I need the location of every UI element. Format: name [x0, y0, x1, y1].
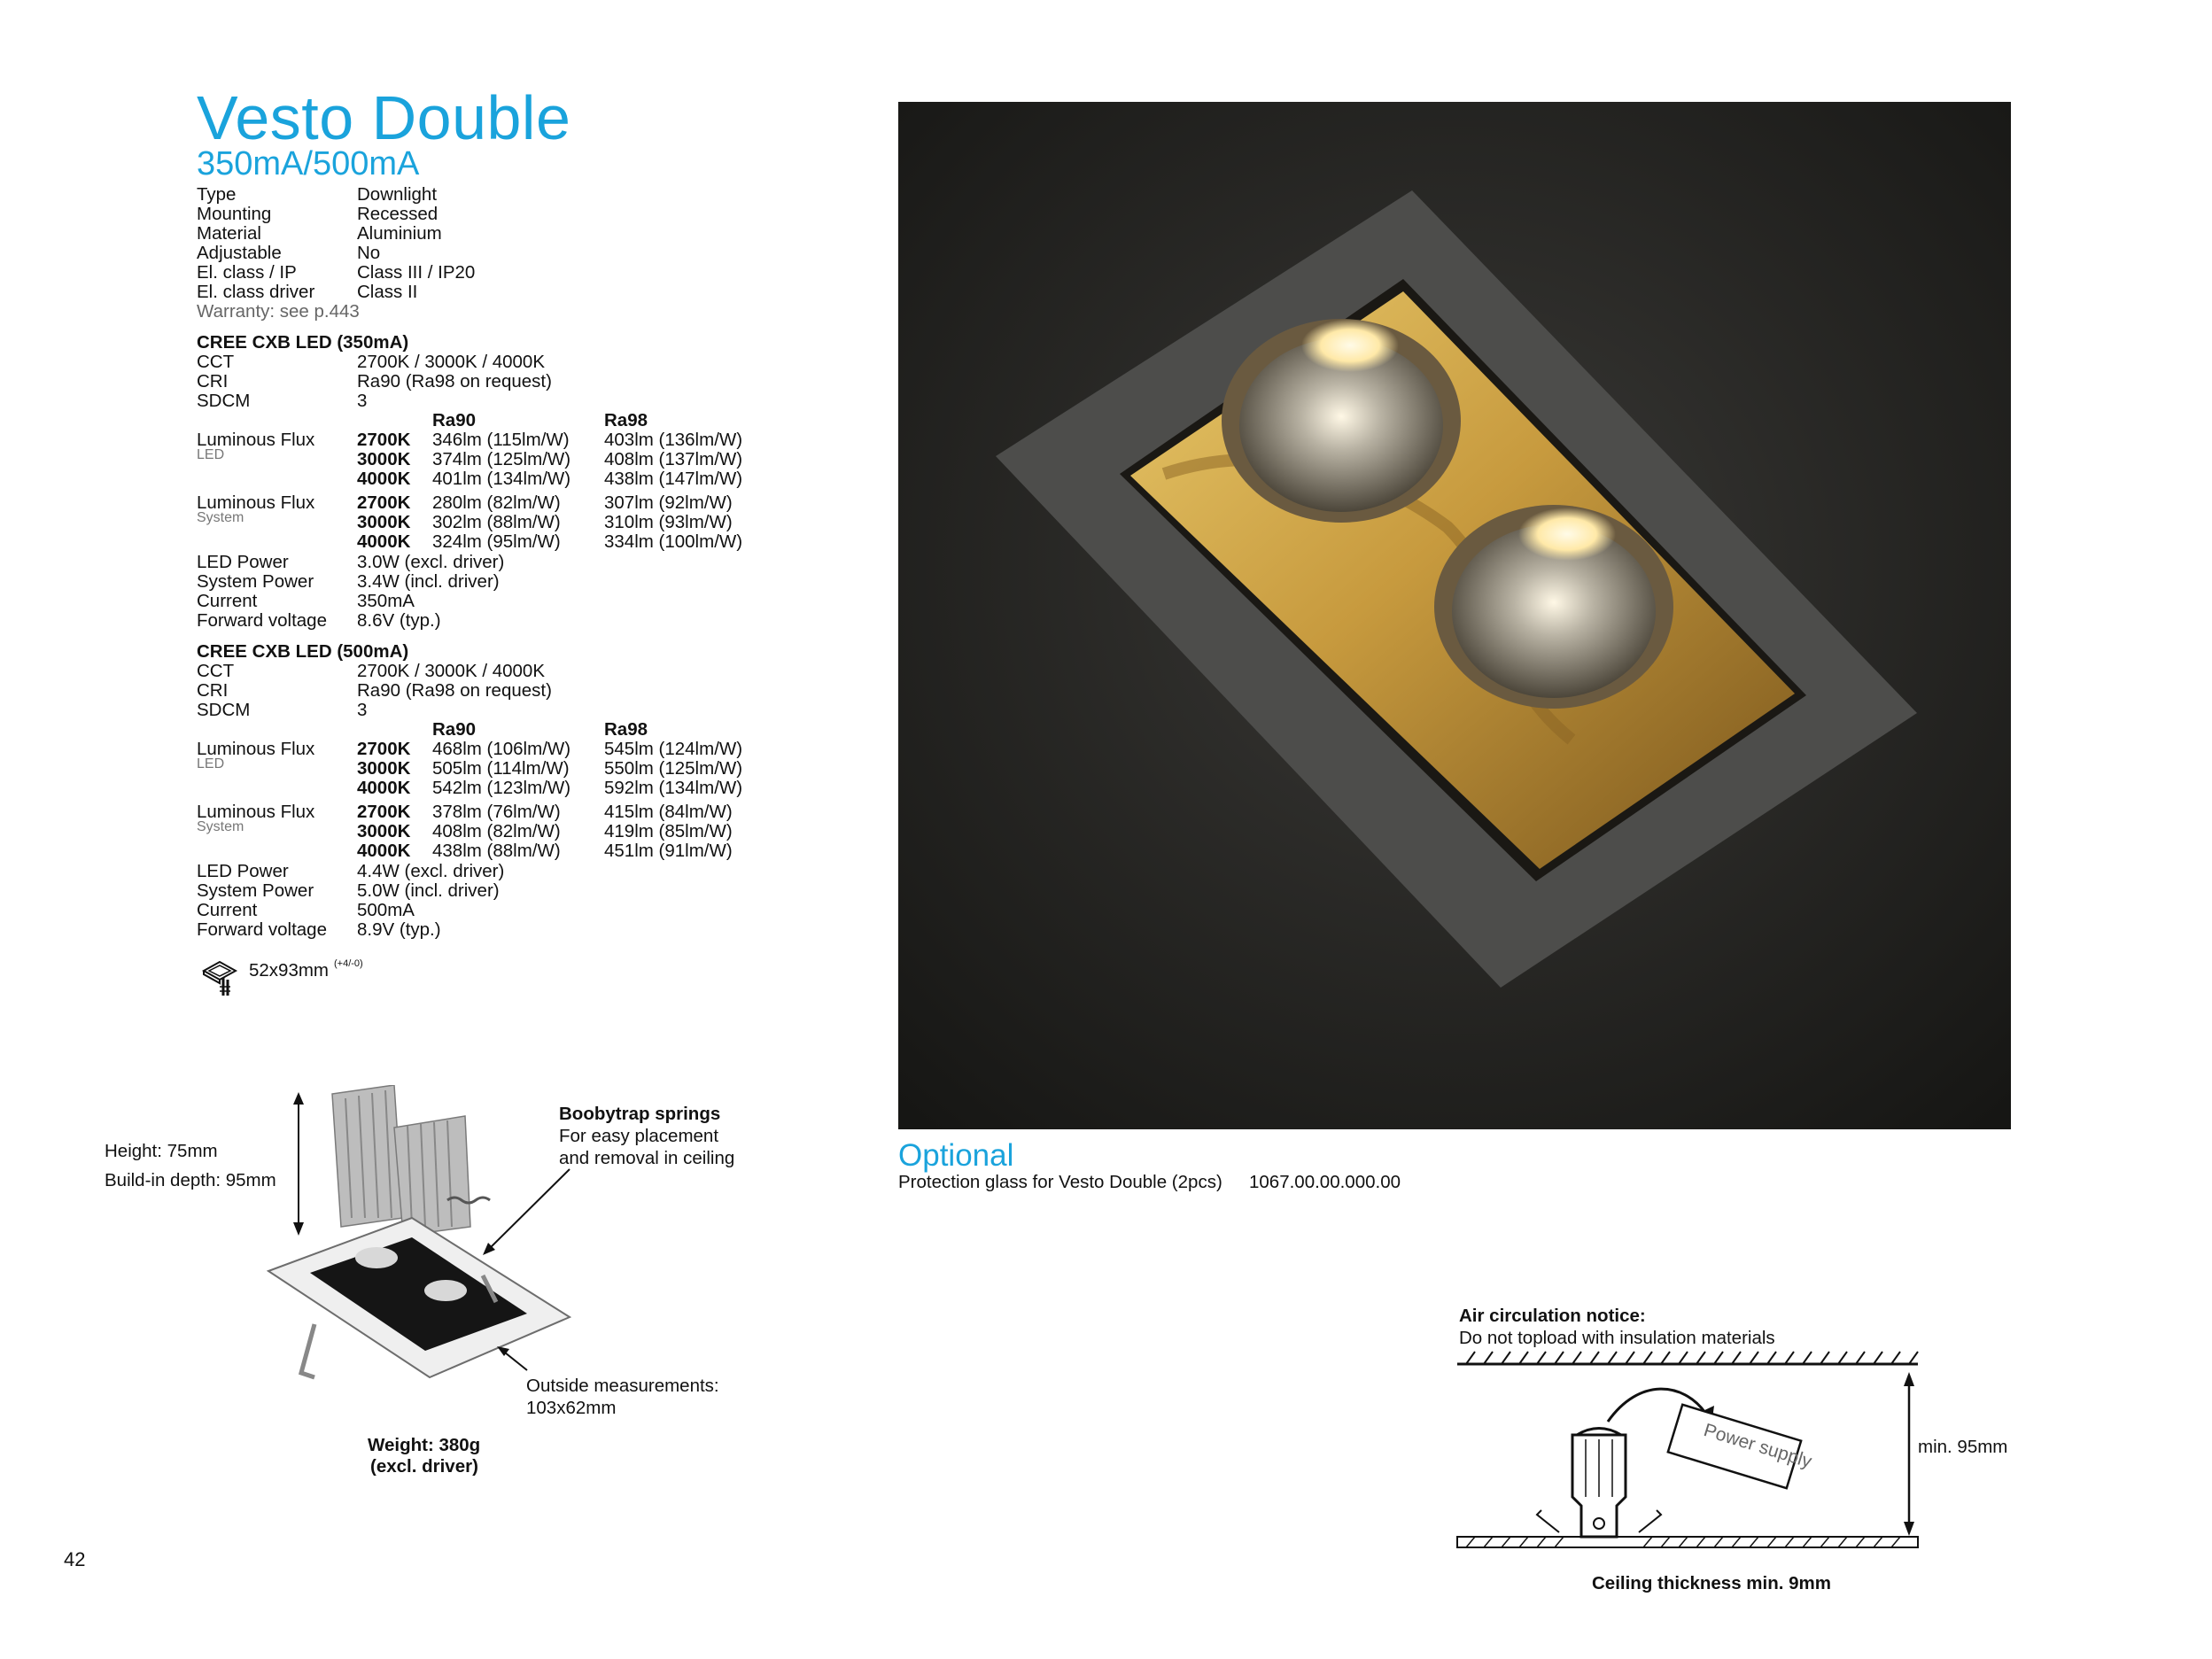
elec-label: LED Power	[197, 861, 289, 881]
ra90-header: Ra90	[432, 410, 477, 430]
cct-key: 4000K	[357, 841, 411, 861]
flux-led-sub: LED	[197, 756, 225, 771]
cct-key: 2700K	[357, 739, 411, 759]
cct-value: 2700K / 3000K / 4000K	[357, 352, 546, 372]
spec-label: Material	[197, 223, 261, 244]
flux-ra98: 451lm (91lm/W)	[604, 841, 733, 861]
flux-ra98: 310lm (93lm/W)	[604, 512, 733, 532]
elec-label: Current	[197, 591, 258, 611]
flux-ra90: 302lm (88lm/W)	[432, 512, 561, 532]
fixture-illustration	[261, 1085, 580, 1386]
spec-label: El. class driver	[197, 282, 315, 302]
elec-value: 8.6V (typ.)	[357, 610, 441, 631]
weight-line-2: (excl. driver)	[370, 1456, 478, 1477]
flux-ra90: 324lm (95lm/W)	[432, 531, 561, 552]
cct-key: 4000K	[357, 469, 411, 489]
flux-system-sub: System	[197, 819, 244, 834]
flux-led-sub: LED	[197, 447, 225, 462]
flux-ra90: 468lm (106lm/W)	[432, 739, 571, 759]
springs-title: Boobytrap springs	[559, 1104, 721, 1124]
cct-key: 2700K	[357, 802, 411, 822]
depth-label: Build-in depth: 95mm	[105, 1170, 276, 1190]
cct-label: CCT	[197, 352, 235, 372]
warranty-note: Warranty: see p.443	[197, 301, 360, 322]
flux-ra98: 334lm (100lm/W)	[604, 531, 743, 552]
cct-key: 2700K	[357, 430, 411, 450]
springs-line-2: and removal in ceiling	[559, 1148, 735, 1168]
ra90-header: Ra90	[432, 719, 477, 740]
flux-ra90: 378lm (76lm/W)	[432, 802, 561, 822]
flux-system-label: Luminous Flux	[197, 492, 315, 513]
cct-key: 3000K	[357, 512, 411, 532]
flux-system-sub: System	[197, 510, 244, 525]
cutout-tolerance: (+4/-0)	[334, 958, 363, 969]
led-500-heading: CREE CXB LED (500mA)	[197, 641, 409, 662]
product-title: Vesto Double	[197, 83, 571, 152]
spec-value: Class III / IP20	[357, 262, 476, 283]
cct-key: 3000K	[357, 758, 411, 779]
spec-label: Adjustable	[197, 243, 282, 263]
springs-line-1: For easy placement	[559, 1126, 719, 1146]
spec-value: Downlight	[357, 184, 438, 205]
page-number: 42	[64, 1548, 86, 1570]
flux-ra98: 545lm (124lm/W)	[604, 739, 743, 759]
cri-label: CRI	[197, 371, 229, 391]
flux-ra98: 415lm (84lm/W)	[604, 802, 733, 822]
elec-label: Current	[197, 900, 258, 920]
flux-ra90: 280lm (82lm/W)	[432, 492, 561, 513]
flux-ra98: 408lm (137lm/W)	[604, 449, 743, 469]
elec-label: System Power	[197, 880, 314, 901]
air-text: Do not topload with insulation materials	[1459, 1328, 1775, 1348]
spec-value: Recessed	[357, 204, 439, 224]
flux-ra90: 346lm (115lm/W)	[432, 430, 570, 450]
elec-label: LED Power	[197, 552, 289, 572]
product-photo	[898, 102, 2011, 1129]
flux-system-label: Luminous Flux	[197, 802, 315, 822]
optional-heading: Optional	[898, 1138, 1014, 1173]
cri-value: Ra90 (Ra98 on request)	[357, 680, 552, 701]
spec-label: El. class / IP	[197, 262, 297, 283]
flux-ra98: 438lm (147lm/W)	[604, 469, 743, 489]
cct-key: 3000K	[357, 821, 411, 841]
flux-ra90: 401lm (134lm/W)	[432, 469, 571, 489]
led-350-heading: CREE CXB LED (350mA)	[197, 332, 409, 353]
flux-ra90: 374lm (125lm/W)	[432, 449, 571, 469]
elec-label: System Power	[197, 571, 314, 592]
cct-key: 3000K	[357, 449, 411, 469]
spec-value: Aluminium	[357, 223, 442, 244]
flux-ra98: 403lm (136lm/W)	[604, 430, 743, 450]
cutout-value: 52x93mm	[249, 960, 330, 981]
elec-value: 4.4W (excl. driver)	[357, 861, 505, 881]
outside-line-1: Outside measurements:	[526, 1376, 719, 1396]
elec-value: 3.0W (excl. driver)	[357, 552, 505, 572]
cri-value: Ra90 (Ra98 on request)	[357, 371, 552, 391]
cct-key: 4000K	[357, 778, 411, 798]
cri-label: CRI	[197, 680, 229, 701]
flux-led-label: Luminous Flux	[197, 739, 315, 759]
spec-label: Type	[197, 184, 237, 205]
flux-ra90: 542lm (123lm/W)	[432, 778, 571, 798]
flux-led-label: Luminous Flux	[197, 430, 315, 450]
flux-ra90: 438lm (88lm/W)	[432, 841, 561, 861]
min-height-label: min. 95mm	[1918, 1437, 2008, 1457]
elec-value: 8.9V (typ.)	[357, 919, 441, 940]
elec-value: 500mA	[357, 900, 415, 920]
product-subtitle: 350mA/500mA	[197, 145, 420, 182]
optional-code: 1067.00.00.000.00	[1249, 1172, 1401, 1192]
sdcm-value: 3	[357, 700, 368, 720]
cct-key: 4000K	[357, 531, 411, 552]
flux-ra98: 550lm (125lm/W)	[604, 758, 743, 779]
sdcm-value: 3	[357, 391, 368, 411]
spec-label: Mounting	[197, 204, 272, 224]
cct-value: 2700K / 3000K / 4000K	[357, 661, 546, 681]
elec-label: Forward voltage	[197, 610, 327, 631]
sdcm-label: SDCM	[197, 700, 251, 720]
elec-value: 3.4W (incl. driver)	[357, 571, 500, 592]
height-label: Height: 75mm	[105, 1141, 218, 1161]
outside-line-2: 103x62mm	[526, 1398, 617, 1418]
spec-value: No	[357, 243, 381, 263]
ceiling-thickness-label: Ceiling thickness min. 9mm	[1592, 1573, 1831, 1593]
power-supply-label: Power supply	[1701, 1420, 1814, 1472]
air-title: Air circulation notice:	[1459, 1306, 1646, 1326]
sdcm-label: SDCM	[197, 391, 251, 411]
elec-value: 350mA	[357, 591, 415, 611]
flux-ra90: 408lm (82lm/W)	[432, 821, 561, 841]
elec-label: Forward voltage	[197, 919, 327, 940]
elec-value: 5.0W (incl. driver)	[357, 880, 500, 901]
cct-label: CCT	[197, 661, 235, 681]
flux-ra98: 592lm (134lm/W)	[604, 778, 743, 798]
spec-value: Class II	[357, 282, 418, 302]
flux-ra90: 505lm (114lm/W)	[432, 758, 570, 779]
flux-ra98: 419lm (85lm/W)	[604, 821, 733, 841]
ra98-header: Ra98	[604, 719, 648, 740]
optional-item: Protection glass for Vesto Double (2pcs)	[898, 1172, 1222, 1192]
weight-line-1: Weight: 380g	[368, 1435, 481, 1455]
flux-ra98: 307lm (92lm/W)	[604, 492, 733, 513]
cutout-icon	[200, 955, 243, 997]
ra98-header: Ra98	[604, 410, 648, 430]
cct-key: 2700K	[357, 492, 411, 513]
